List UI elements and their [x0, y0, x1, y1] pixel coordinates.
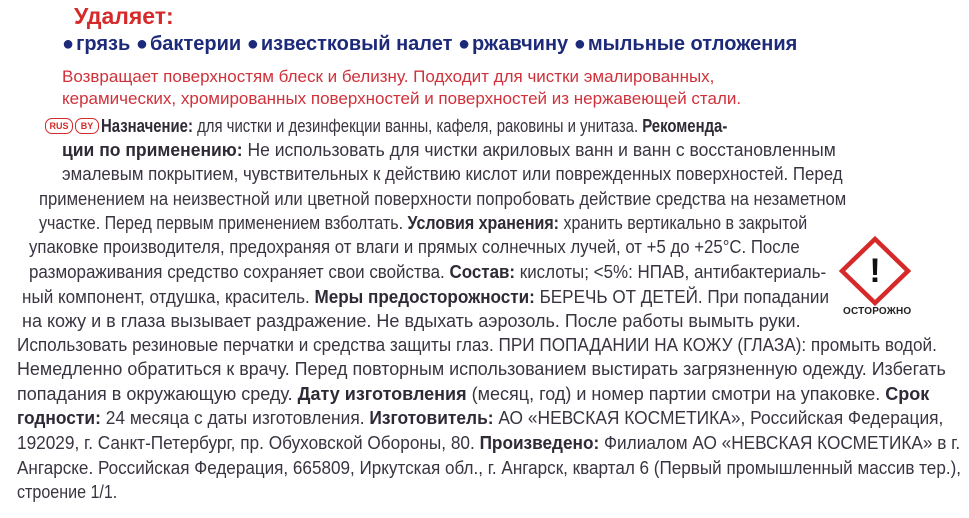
- removes-list: [62, 33, 797, 56]
- badge-by: BY: [75, 118, 99, 134]
- body-line: участке. Перед первым применением взболтать. Условия хранения: хранить вертикально в закрытой: [39, 213, 808, 233]
- body-line: годности: 24 месяца с даты изготовления. Изготовитель: АО «НЕВСКАЯ КОСМЕТИКА», Российская Федерация,: [17, 408, 944, 428]
- body-line: Немедленно обратиться к врачу. Перед повторным использованием выстирать загрязненную одежду. Избегать: [17, 359, 946, 379]
- badge-rus: RUS: [45, 118, 73, 134]
- body-line: Ангарске. Российская Федерация, 665809, Иркутская обл., г. Ангарск, квартал 6 (Первый промышленный массив тер.),: [17, 458, 962, 478]
- body-line: ции по применению: Не использовать для чистки акриловых ванн и ванн с восстановленным: [62, 140, 836, 160]
- hazard-symbol: !: [869, 252, 881, 290]
- list-item: ● грязь: [62, 33, 131, 55]
- exclamation-hazard-icon: [838, 235, 912, 307]
- warning-label: ОСТОРОЖНО: [843, 306, 912, 317]
- list-item: ● известковый налет: [246, 33, 453, 55]
- body-line: Назначение: для чистки и дезинфекции ванны, кафеля, раковины и унитаза. Рекоменда-: [101, 116, 728, 136]
- body-line: 192029, г. Санкт-Петербург, пр. Обуховской Обороны, 80. Произведено: Филиалом АО «НЕВСКАЯ КОСМЕТИКА» в г.: [17, 433, 961, 453]
- body-line: эмалевым покрытием, чувствительных к действию кислот или поврежденных поверхностей. Перед: [62, 164, 843, 184]
- body-line: Использовать резиновые перчатки и средства защиты глаз. ПРИ ПОПАДАНИИ НА КОЖУ (ГЛАЗА): промыть водой.: [17, 335, 937, 355]
- body-line: строение 1/1.: [17, 482, 118, 502]
- body-line: упаковке производителя, предохраняя от влаги и прямых солнечных лучей, от +5 до +25°С. После: [29, 237, 800, 257]
- body-line: применением на неизвестной или цветной поверхности попробовать действие средства на незаметном: [39, 189, 847, 209]
- body-line: размораживания средство сохраняет свои свойства. Состав: кислоты; <5%: НПАВ, антибактериаль-: [29, 262, 827, 282]
- body-line: ный компонент, отдушка, краситель. Меры предосторожности: БЕРЕЧЬ ОТ ДЕТЕЙ. При попадании: [22, 287, 829, 307]
- list-item: ● ржавчину: [457, 33, 569, 55]
- list-item: ● мыльные отложения: [573, 33, 798, 55]
- intro-line: Возвращает поверхностям блеск и белизну. Подходит для чистки эмалированных,: [62, 67, 715, 86]
- body-line: на кожу и в глаза вызывает раздражение. Не вдыхать аэрозоль. После работы вымыть руки.: [22, 311, 801, 331]
- body-line: попадания в окружающую среду. Дату изготовления (месяц, год) и номер партии смотри на упаковке. Срок: [17, 384, 930, 404]
- list-item: ● бактерии: [135, 33, 242, 55]
- section-title: Удаляет:: [74, 3, 174, 29]
- intro-line: керамических, хромированных поверхностей и поверхностей из нержавеющей стали.: [62, 89, 742, 108]
